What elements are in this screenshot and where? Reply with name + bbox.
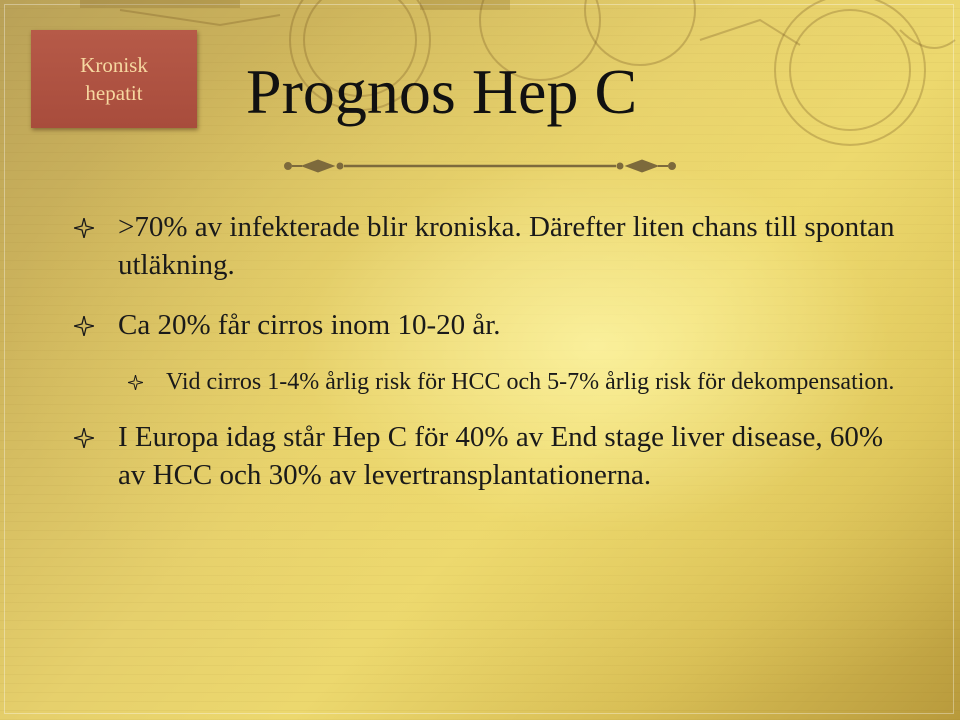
four-point-star-icon <box>128 375 143 390</box>
bullet-text: >70% av infekterade blir kroniska. Därefter liten chans till spontan utläkning. <box>118 211 895 281</box>
slide-title: Prognos Hep C <box>246 56 638 127</box>
section-tag <box>31 30 197 128</box>
sub-bullet-item <box>70 366 910 398</box>
bullet-item <box>70 306 910 344</box>
section-tag-line1: Kronisk <box>80 53 148 77</box>
section-tag-line2: hepatit <box>85 81 143 105</box>
bullet-text: Ca 20% får cirros inom 10-20 år. <box>118 309 501 341</box>
four-point-star-icon <box>74 218 94 238</box>
bullet-item <box>70 418 910 494</box>
bullet-text: I Europa idag står Hep C för 40% av End stage liver disease, 60% av HCC och 30% av levertransplantationerna. <box>118 421 884 491</box>
bullet-list <box>70 208 910 516</box>
sub-bullet-text: Vid cirros 1-4% årlig risk för HCC och 5-7% årlig risk för dekompensation. <box>166 369 895 395</box>
bullet-item <box>70 208 910 284</box>
four-point-star-icon <box>74 316 94 336</box>
ornament-divider <box>280 156 680 176</box>
four-point-star-icon <box>74 428 94 448</box>
